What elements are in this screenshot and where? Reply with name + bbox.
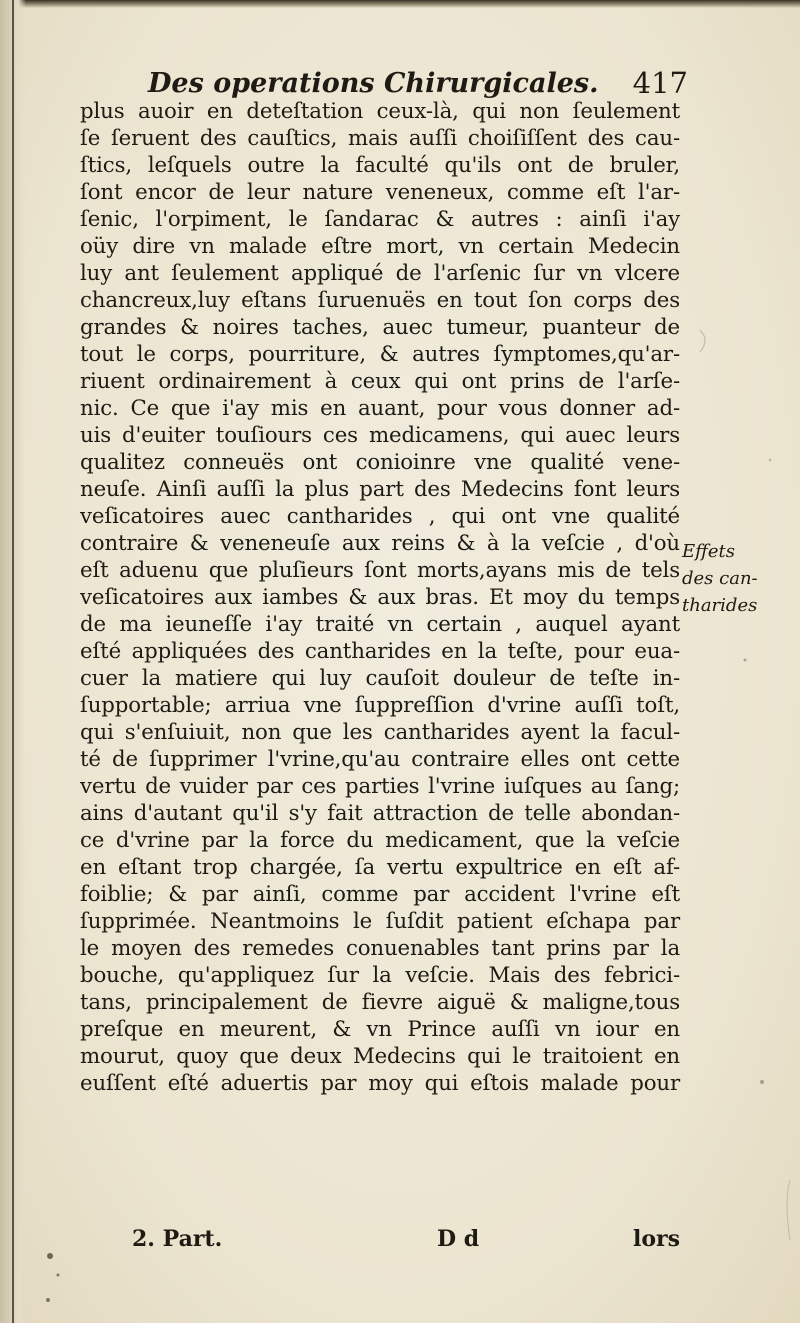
text-line: ſenic, l'orpiment, le ſandarac & autres : ainſi i'ay bbox=[80, 207, 680, 232]
text-line: ſupportable; arriua vne ſuppreſſion d'vrine auſſi toſt, bbox=[80, 693, 680, 718]
text-line: tans, principalement de fievre aiguë & maligne,tous bbox=[80, 990, 680, 1015]
text-line: luy ant ſeulement appliqué de l'arſenic ſur vn vlcere bbox=[80, 261, 680, 286]
text-line: foiblie; & par ainſi, comme par accident l'vrine eſt bbox=[80, 882, 680, 907]
catchword: lors bbox=[632, 1226, 680, 1252]
text-line: eſt aduenu que pluſieurs ſont morts,ayans mis de tels bbox=[80, 558, 680, 583]
running-title: Des operations Chirurgicales. bbox=[148, 68, 599, 99]
margin-note-line: des can- bbox=[682, 568, 758, 589]
text-line: veſicatoires auec cantharides , qui ont vne qualité bbox=[80, 504, 680, 529]
text-line: ſupprimée. Neantmoins le ſuſdit patient eſchapa par bbox=[80, 909, 680, 934]
text-line: veſicatoires aux iambes & aux bras. Et moy du temps bbox=[80, 585, 680, 610]
text-line: de ma ieuneſſe i'ay traité vn certain , auquel ayant bbox=[80, 612, 680, 637]
text-line: le moyen des remedes conuenables tant prins par la bbox=[80, 936, 680, 961]
text-line: té de ſupprimer l'vrine,qu'au contraire elles ont cette bbox=[80, 747, 680, 772]
text-line: riuent ordinairement à ceux qui ont prins de l'arſe- bbox=[80, 369, 680, 394]
text-line: cuer la matiere qui luy cauſoit douleur de teſte in- bbox=[80, 666, 680, 691]
text-line: ains d'autant qu'il s'y fait attraction de telle abondan- bbox=[80, 801, 680, 826]
text-line: nic. Ce que i'ay mis en auant, pour vous donner ad- bbox=[80, 396, 680, 421]
text-line: ce d'vrine par la force du medicament, que la veſcie bbox=[80, 828, 680, 853]
text-line: plus auoir en deteſtation ceux-là, qui non ſeulement bbox=[80, 99, 680, 124]
text-line: contraire & veneneuſe aux reins & à la veſcie , d'où bbox=[80, 531, 680, 556]
text-line: vertu de vuider par ces parties l'vrine iuſques au ſang; bbox=[80, 774, 680, 799]
page-number: 417 bbox=[632, 66, 688, 100]
text-line: bouche, qu'appliquez ſur la veſcie. Mais des febrici- bbox=[80, 963, 680, 988]
text-line: ſont encor de leur nature veneneux, comme eſt l'ar- bbox=[80, 180, 680, 205]
text-line: en eſtant trop chargée, ſa vertu expultrice en eſt af- bbox=[80, 855, 680, 880]
margin-note-line: tharides bbox=[682, 595, 758, 616]
text-line: mourut, quoy que deux Medecins qui le traitoient en bbox=[80, 1044, 680, 1069]
text-line: ſe ſeruent des cauſtics, mais auſſi choiſiſſent des cau- bbox=[80, 126, 680, 151]
text-line: qualitez conneuës ont conioinre vne qualité vene- bbox=[80, 450, 680, 475]
gathering-signature: D d bbox=[437, 1226, 480, 1252]
text-line: chancreux,luy eſtans ſuruenuës en tout ſon corps des bbox=[80, 288, 680, 313]
text-line: eſté appliquées des cantharides en la teſte, pour eua- bbox=[80, 639, 680, 664]
signature-mark-part: 2. Part. bbox=[132, 1226, 223, 1252]
margin-note-line: Effets bbox=[682, 541, 736, 562]
text-line: ſtics, leſquels outre la faculté qu'ils ont de bruler, bbox=[80, 153, 680, 178]
text-line: oüy dire vn malade eſtre mort, vn certain Medecin bbox=[80, 234, 680, 259]
text-line: grandes & noires taches, auec tumeur, puanteur de bbox=[80, 315, 680, 340]
text-line: qui s'enſuiuit, non que les cantharides ayent la facul- bbox=[80, 720, 680, 745]
text-line: uis d'euiter touſiours ces medicamens, qui auec leurs bbox=[80, 423, 680, 448]
text-line: neuſe. Ainſi auſſi la plus part des Medecins font leurs bbox=[80, 477, 680, 502]
text-line: euſſent eſté aduertis par moy qui eſtois malade pour bbox=[80, 1071, 680, 1096]
text-line: preſque en meurent, & vn Prince auſſi vn iour en bbox=[80, 1017, 680, 1042]
text-line: tout le corps, pourriture, & autres ſymptomes,qu'ar- bbox=[80, 342, 680, 367]
